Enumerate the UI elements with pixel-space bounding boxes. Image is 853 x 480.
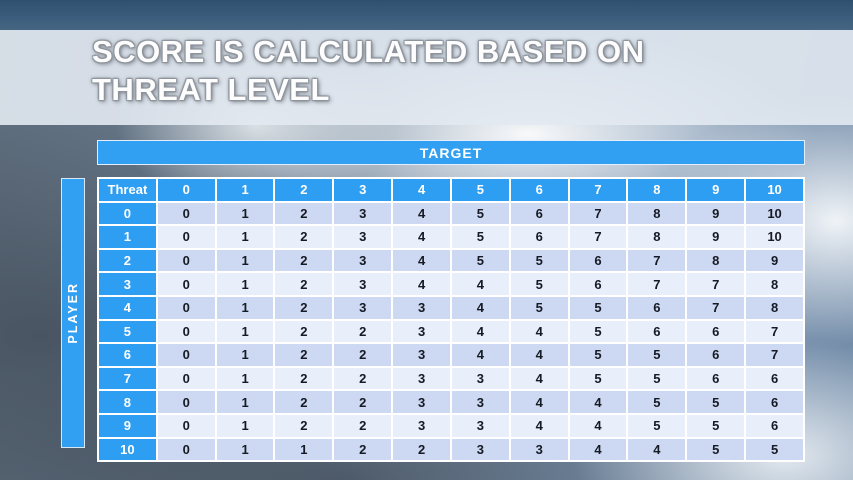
score-cell: 4 xyxy=(510,320,569,344)
player-label: PLAYER xyxy=(66,282,80,344)
player-side-bar xyxy=(61,178,85,448)
target-header-bar xyxy=(97,140,805,165)
score-cell: 0 xyxy=(157,438,216,462)
column-header: 8 xyxy=(627,178,686,202)
score-cell: 6 xyxy=(627,320,686,344)
score-cell: 2 xyxy=(333,343,392,367)
score-cell: 3 xyxy=(333,296,392,320)
score-cell: 5 xyxy=(686,414,745,438)
top-strip xyxy=(0,0,853,30)
score-cell: 3 xyxy=(451,414,510,438)
row-header: 7 xyxy=(98,367,157,391)
score-cell: 6 xyxy=(569,249,628,273)
score-cell: 0 xyxy=(157,320,216,344)
score-cell: 6 xyxy=(569,272,628,296)
row-header: 4 xyxy=(98,296,157,320)
score-cell: 1 xyxy=(274,438,333,462)
score-cell: 4 xyxy=(510,390,569,414)
score-cell: 5 xyxy=(627,367,686,391)
score-cell: 10 xyxy=(745,225,804,249)
score-cell: 5 xyxy=(510,249,569,273)
score-cell: 5 xyxy=(451,202,510,226)
table-row xyxy=(98,390,804,414)
score-cell: 0 xyxy=(157,343,216,367)
column-header: 5 xyxy=(451,178,510,202)
score-cell: 5 xyxy=(627,414,686,438)
score-cell: 3 xyxy=(451,367,510,391)
score-cell: 8 xyxy=(745,272,804,296)
score-cell: 1 xyxy=(216,367,275,391)
score-cell: 9 xyxy=(686,225,745,249)
score-cell: 10 xyxy=(745,202,804,226)
column-header: 3 xyxy=(333,178,392,202)
score-cell: 3 xyxy=(333,225,392,249)
score-cell: 5 xyxy=(569,296,628,320)
target-label: TARGET xyxy=(419,144,483,161)
score-cell: 4 xyxy=(569,414,628,438)
score-cell: 4 xyxy=(510,367,569,391)
table-row xyxy=(98,414,804,438)
score-cell: 6 xyxy=(745,390,804,414)
score-cell: 7 xyxy=(686,272,745,296)
score-cell: 2 xyxy=(274,367,333,391)
score-cell: 3 xyxy=(333,272,392,296)
score-cell: 2 xyxy=(333,414,392,438)
score-cell: 7 xyxy=(686,296,745,320)
score-cell: 3 xyxy=(451,390,510,414)
score-cell: 4 xyxy=(392,202,451,226)
score-cell: 8 xyxy=(686,249,745,273)
column-header: 0 xyxy=(157,178,216,202)
score-cell: 1 xyxy=(216,438,275,462)
score-cell: 3 xyxy=(510,438,569,462)
slide-title-line1: SCORE IS CALCULATED BASED ON xyxy=(92,34,645,69)
score-table xyxy=(97,177,805,462)
score-cell: 2 xyxy=(333,320,392,344)
score-cell: 9 xyxy=(686,202,745,226)
score-cell: 3 xyxy=(392,414,451,438)
score-cell: 0 xyxy=(157,414,216,438)
row-header: 5 xyxy=(98,320,157,344)
score-cell: 2 xyxy=(333,438,392,462)
score-cell: 5 xyxy=(569,343,628,367)
score-cell: 7 xyxy=(627,249,686,273)
score-table-body xyxy=(98,202,804,462)
score-cell: 4 xyxy=(451,343,510,367)
column-header: 9 xyxy=(686,178,745,202)
row-header: 3 xyxy=(98,272,157,296)
score-cell: 8 xyxy=(627,202,686,226)
score-cell: 0 xyxy=(157,390,216,414)
column-header: 7 xyxy=(569,178,628,202)
table-row xyxy=(98,343,804,367)
score-cell: 5 xyxy=(510,272,569,296)
score-cell: 6 xyxy=(510,202,569,226)
score-cell: 2 xyxy=(274,249,333,273)
table-row xyxy=(98,296,804,320)
score-cell: 3 xyxy=(451,438,510,462)
score-cell: 0 xyxy=(157,225,216,249)
score-cell: 2 xyxy=(392,438,451,462)
row-header: 1 xyxy=(98,225,157,249)
score-cell: 1 xyxy=(216,390,275,414)
score-cell: 2 xyxy=(274,390,333,414)
row-header: 10 xyxy=(98,438,157,462)
table-row xyxy=(98,225,804,249)
score-cell: 7 xyxy=(569,202,628,226)
score-cell: 4 xyxy=(451,272,510,296)
score-cell: 0 xyxy=(157,202,216,226)
column-header: 10 xyxy=(745,178,804,202)
column-header: 2 xyxy=(274,178,333,202)
score-cell: 2 xyxy=(274,202,333,226)
slide-title xyxy=(92,33,812,109)
score-cell: 7 xyxy=(627,272,686,296)
score-cell: 6 xyxy=(745,367,804,391)
score-cell: 8 xyxy=(627,225,686,249)
score-cell: 5 xyxy=(686,390,745,414)
score-cell: 6 xyxy=(686,343,745,367)
score-cell: 7 xyxy=(745,320,804,344)
table-row xyxy=(98,367,804,391)
score-cell: 6 xyxy=(745,414,804,438)
score-cell: 9 xyxy=(745,249,804,273)
score-cell: 1 xyxy=(216,414,275,438)
column-header: 4 xyxy=(392,178,451,202)
row-header: 8 xyxy=(98,390,157,414)
score-cell: 0 xyxy=(157,272,216,296)
row-header: 0 xyxy=(98,202,157,226)
score-cell: 1 xyxy=(216,296,275,320)
score-cell: 8 xyxy=(745,296,804,320)
score-cell: 3 xyxy=(392,320,451,344)
threat-corner-cell: Threat xyxy=(98,178,157,202)
score-cell: 5 xyxy=(510,296,569,320)
score-cell: 4 xyxy=(569,390,628,414)
score-cell: 4 xyxy=(569,438,628,462)
score-cell: 7 xyxy=(745,343,804,367)
score-cell: 3 xyxy=(333,202,392,226)
row-header: 9 xyxy=(98,414,157,438)
column-header: 6 xyxy=(510,178,569,202)
score-cell: 5 xyxy=(627,390,686,414)
score-cell: 1 xyxy=(216,249,275,273)
table-row xyxy=(98,272,804,296)
score-cell: 5 xyxy=(686,438,745,462)
score-cell: 3 xyxy=(392,296,451,320)
score-cell: 3 xyxy=(333,249,392,273)
score-cell: 4 xyxy=(392,225,451,249)
table-row xyxy=(98,438,804,462)
score-cell: 0 xyxy=(157,296,216,320)
slide-title-line2: THREAT LEVEL xyxy=(92,72,330,107)
table-row xyxy=(98,202,804,226)
score-cell: 2 xyxy=(333,367,392,391)
table-row xyxy=(98,249,804,273)
score-cell: 4 xyxy=(451,296,510,320)
score-cell: 3 xyxy=(392,390,451,414)
score-cell: 2 xyxy=(274,225,333,249)
score-cell: 2 xyxy=(274,343,333,367)
score-cell: 4 xyxy=(392,272,451,296)
score-cell: 1 xyxy=(216,202,275,226)
score-cell: 6 xyxy=(627,296,686,320)
score-cell: 0 xyxy=(157,367,216,391)
score-cell: 5 xyxy=(569,367,628,391)
score-cell: 2 xyxy=(274,296,333,320)
score-cell: 1 xyxy=(216,343,275,367)
table-header-row xyxy=(98,178,804,202)
score-cell: 2 xyxy=(274,320,333,344)
score-cell: 5 xyxy=(627,343,686,367)
score-cell: 1 xyxy=(216,225,275,249)
row-header: 6 xyxy=(98,343,157,367)
score-cell: 4 xyxy=(451,320,510,344)
score-cell: 2 xyxy=(274,414,333,438)
score-cell: 6 xyxy=(686,320,745,344)
score-cell: 1 xyxy=(216,272,275,296)
score-cell: 5 xyxy=(745,438,804,462)
table-row xyxy=(98,320,804,344)
row-header: 2 xyxy=(98,249,157,273)
score-cell: 4 xyxy=(510,414,569,438)
score-cell: 3 xyxy=(392,367,451,391)
score-cell: 0 xyxy=(157,249,216,273)
column-header: 1 xyxy=(216,178,275,202)
score-cell: 5 xyxy=(451,249,510,273)
score-cell: 7 xyxy=(569,225,628,249)
score-cell: 4 xyxy=(510,343,569,367)
score-cell: 5 xyxy=(451,225,510,249)
score-cell: 5 xyxy=(569,320,628,344)
score-cell: 6 xyxy=(686,367,745,391)
score-cell: 2 xyxy=(274,272,333,296)
score-cell: 1 xyxy=(216,320,275,344)
score-cell: 4 xyxy=(392,249,451,273)
score-cell: 2 xyxy=(333,390,392,414)
score-cell: 3 xyxy=(392,343,451,367)
score-cell: 6 xyxy=(510,225,569,249)
score-cell: 4 xyxy=(627,438,686,462)
